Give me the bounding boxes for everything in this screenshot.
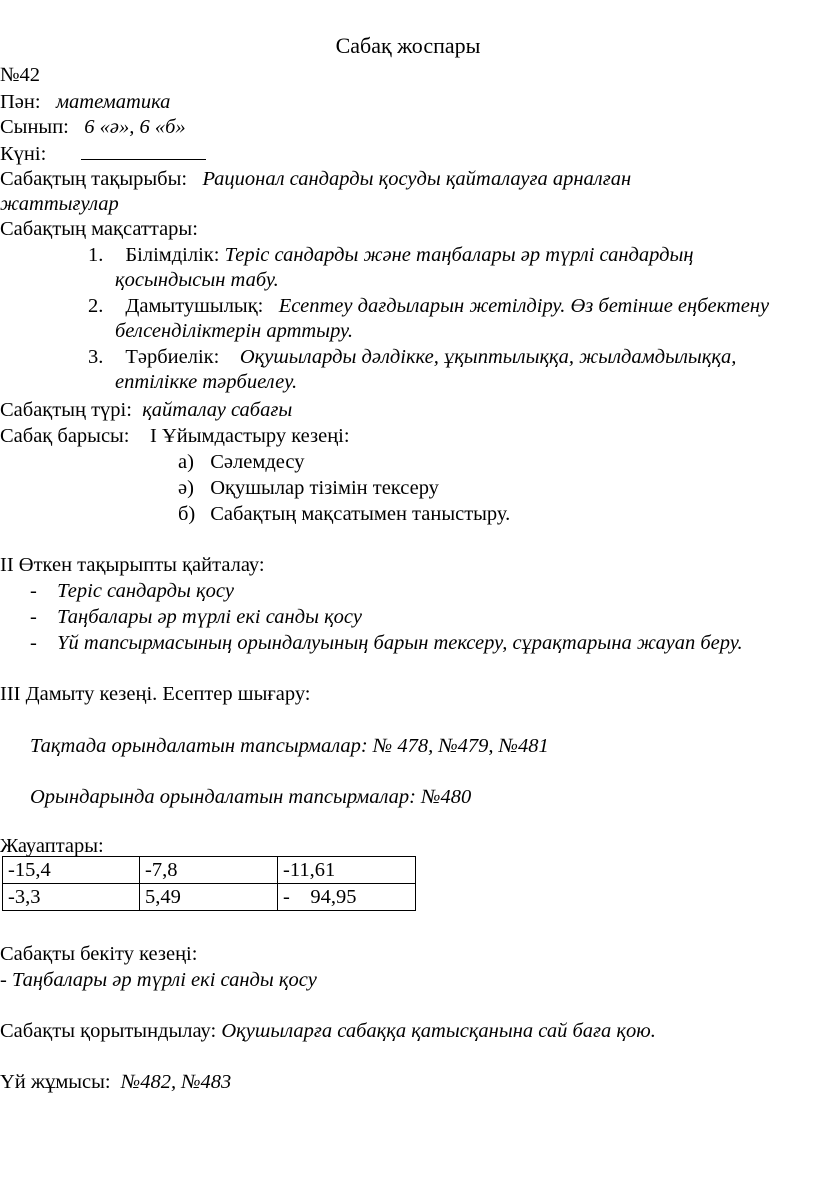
answers-label: Жауаптары: xyxy=(0,835,104,857)
topic-value-continued: жаттығулар xyxy=(0,193,119,215)
lesson-type-value: қайталау сабағы xyxy=(142,399,293,421)
answers-table xyxy=(2,856,416,911)
topic-value: Рационал сандарды қосуды қайталауға арналған xyxy=(202,168,632,190)
table-row xyxy=(3,884,416,911)
progress-step: ә) Оқушылар тізімін тексеру xyxy=(178,477,439,499)
summary-value: Оқушыларға сабаққа қатысқанына сай баға қою. xyxy=(221,1020,656,1042)
summary-label: Сабақты қорытындылау: xyxy=(0,1020,217,1042)
progress-label: Сабақ барысы: xyxy=(0,425,130,447)
goal-text: Есептеу дағдыларын жетілдіру. Өз бетінше еңбектену xyxy=(278,295,770,317)
summary-row xyxy=(0,1019,656,1043)
goal-text-continued: белсенділіктерін арттыру. xyxy=(115,320,353,342)
goal-item: 3. Тәрбиелік: Оқушыларды дәлдікке, ұқыптылыққа, жылдамдылыққа, xyxy=(88,346,737,368)
answer-cell: 5,49 xyxy=(140,884,278,911)
consolidation-item: - Таңбалары әр түрлі екі санды қосу xyxy=(0,969,317,991)
table-row xyxy=(3,857,416,884)
page-title: Сабақ жоспары xyxy=(335,33,481,58)
goal-label: Білімділік: xyxy=(125,244,220,266)
goal-label: Дамытушылық: xyxy=(125,295,264,317)
review-item: - Теріс сандарды қосу xyxy=(30,580,234,602)
answer-cell: - 94,95 xyxy=(278,884,416,911)
lesson-type-row xyxy=(0,398,292,422)
progress-row xyxy=(0,424,350,448)
day-row xyxy=(0,141,206,166)
answer-cell: -7,8 xyxy=(140,857,278,884)
day-label: Күні: xyxy=(0,143,47,165)
grade-row xyxy=(0,115,186,139)
review-item: - Үй тапсырмасының орындалуының барын тексеру, сұрақтарына жауап беру. xyxy=(30,632,743,654)
subject-row xyxy=(0,90,170,114)
homework-row xyxy=(0,1070,231,1094)
answer-cell: -15,4 xyxy=(3,857,140,884)
progress-step: б) Сабақтың мақсатымен таныстыру. xyxy=(178,503,511,525)
topic-row xyxy=(0,167,631,191)
practice-heading: III Дамыту кезеңі. Есептер шығару: xyxy=(0,683,311,705)
stage-one-heading: I Ұйымдастыру кезеңі: xyxy=(150,425,350,447)
goal-item: 1. Білімділік: Теріс сандарды және таңбалары әр түрлі сандардың xyxy=(88,244,694,266)
goal-text-continued: ептілікке тәрбиелеу. xyxy=(115,371,298,393)
goal-text: Оқушыларды дәлдікке, ұқыптылыққа, жылдамдылыққа, xyxy=(239,346,737,368)
grade-label: Сынып: xyxy=(0,116,69,138)
goal-item: 2. Дамытушылық: Есептеу дағдыларын жетілдіру. Өз бетінше еңбектену xyxy=(88,295,770,317)
homework-value: №482, №483 xyxy=(120,1071,232,1093)
goal-text: Теріс сандарды және таңбалары әр түрлі сандардың xyxy=(224,244,694,266)
answer-cell: -3,3 xyxy=(3,884,140,911)
review-heading: II Өткен тақырыпты қайталау: xyxy=(0,554,265,576)
homework-label: Үй жұмысы: xyxy=(0,1071,111,1093)
subject-label: Пән: xyxy=(0,91,41,113)
board-tasks: Тақтада орындалатын тапсырмалар: № 478, №479, №481 xyxy=(30,735,549,757)
goal-label: Тәрбиелік: xyxy=(125,346,220,368)
answer-cell: -11,61 xyxy=(278,857,416,884)
grade-value: 6 «ә», 6 «б» xyxy=(84,116,186,138)
review-item: - Таңбалары әр түрлі екі санды қосу xyxy=(30,606,362,628)
lesson-type-label: Сабақтың түрі: xyxy=(0,399,132,421)
seat-tasks: Орындарында орындалатын тапсырмалар: №480 xyxy=(30,786,472,808)
topic-label: Сабақтың тақырыбы: xyxy=(0,168,188,190)
day-blank-line xyxy=(81,141,206,160)
consolidation-label: Сабақты бекіту кезеңі: xyxy=(0,943,198,965)
subject-value: математика xyxy=(55,91,171,113)
goal-text-continued: қосындысын табу. xyxy=(115,269,279,291)
lesson-number: №42 xyxy=(0,64,41,86)
goals-label: Сабақтың мақсаттары: xyxy=(0,218,198,240)
progress-step: а) Сәлемдесу xyxy=(178,451,305,473)
